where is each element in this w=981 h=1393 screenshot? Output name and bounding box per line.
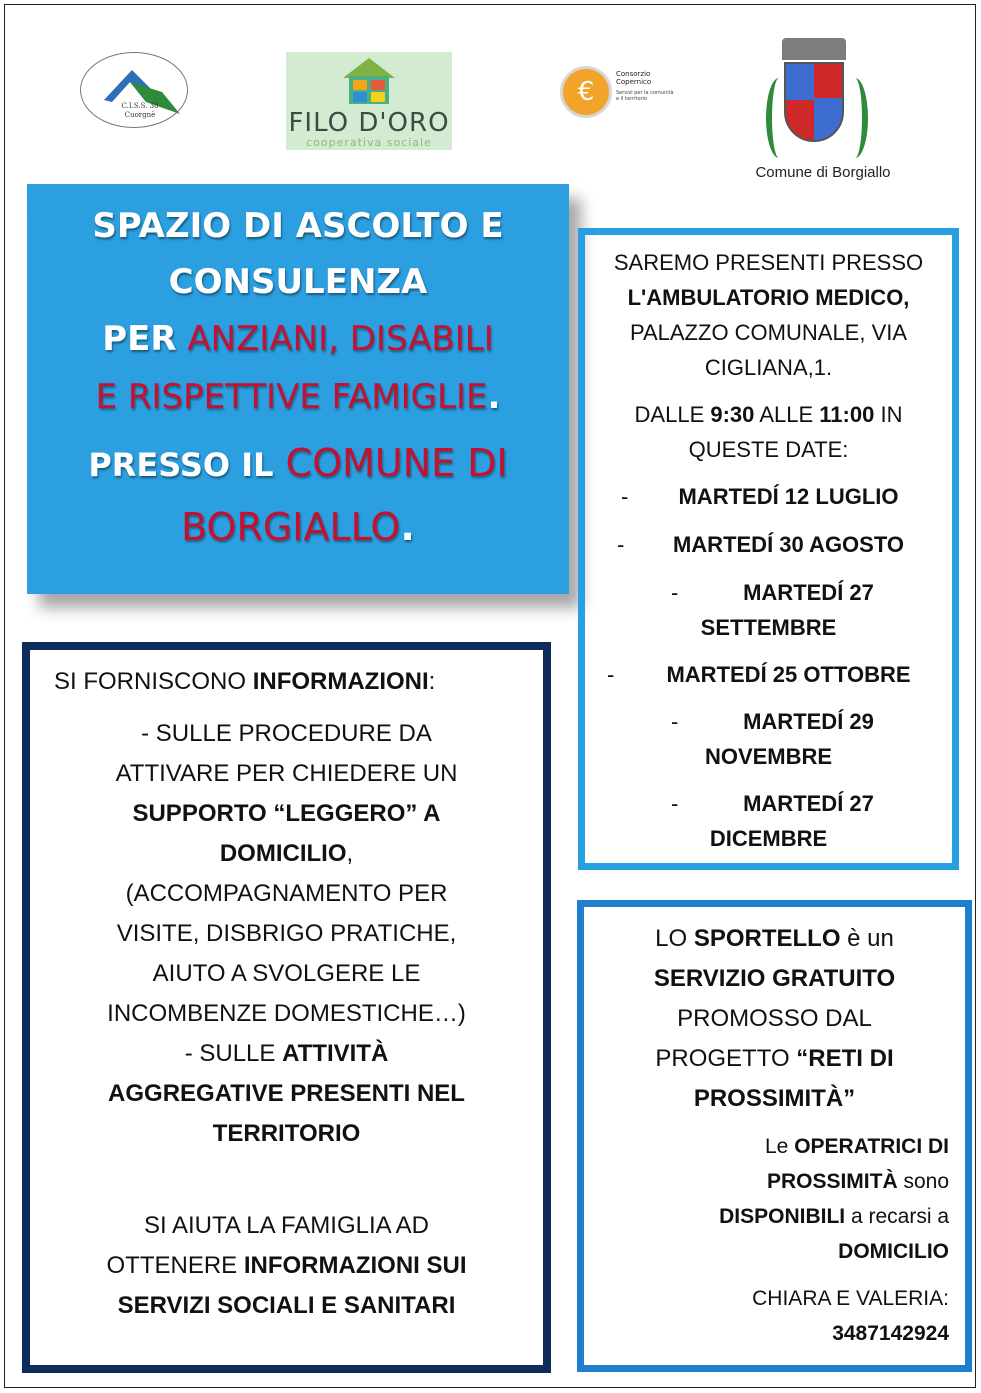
date-dash: -	[607, 662, 615, 687]
coat-of-arms-icon	[784, 62, 844, 142]
sportello-line-2: SERVIZIO GRATUITO	[653, 965, 896, 992]
schedule-dalle: DALLE	[634, 402, 705, 427]
title-target-line	[27, 310, 569, 368]
schedule-time-start: 9:30	[710, 402, 755, 427]
info-line-3: ATTIVARE PER CHIEDERE UN	[115, 760, 458, 787]
info-line-11: AGGREGATIVE PRESENTI NEL	[108, 1080, 465, 1107]
consorzio-text-1: Consorzio	[616, 70, 651, 78]
schedule-line-1: SAREMO PRESENTI PRESSO	[613, 250, 924, 275]
date-item-5	[585, 704, 952, 739]
date-5a: MARTEDÍ 29	[743, 709, 874, 734]
schedule-line-2: L'AMBULATORIO MEDICO,	[627, 285, 910, 310]
date-item-1	[585, 479, 952, 514]
schedule-alle: ALLE	[759, 402, 814, 427]
info-line-6: (ACCOMPAGNAMENTO PER	[125, 880, 448, 907]
schedule-hours	[585, 397, 952, 432]
title-famiglie: E RISPETTIVE FAMIGLIE	[95, 377, 488, 417]
schedule-line-3: PALAZZO COMUNALE, VIA	[629, 320, 908, 345]
title-famiglie-line	[27, 368, 569, 426]
date-dash: -	[621, 484, 629, 509]
info-informazioni: INFORMAZIONI	[252, 668, 429, 695]
title-presso: PRESSO IL	[88, 446, 274, 484]
date-4: MARTEDÍ 25 OTTOBRE	[666, 662, 911, 687]
date-dash: -	[671, 791, 679, 816]
date-3b: SETTEMBRE	[700, 615, 837, 640]
date-dash: -	[671, 709, 679, 734]
sportello-line-6: Le OPERATRICI DI	[765, 1135, 949, 1158]
date-item-6	[585, 786, 952, 821]
consorzio-text-2: Copernico	[616, 78, 652, 86]
sportello-line-5: PROSSIMITÀ”	[693, 1085, 856, 1112]
info-line-4: SUPPORTO “LEGGERO” A	[132, 800, 441, 827]
title-line-2: CONSULENZA	[168, 262, 428, 302]
ciss-logo	[80, 52, 190, 132]
schedule-line-4: CIGLIANA,1.	[704, 355, 833, 380]
filo-doro-logo	[286, 52, 452, 150]
info-line-13: SI AIUTA LA FAMIGLIA AD	[143, 1212, 429, 1239]
date-dash: -	[671, 580, 679, 605]
sportello-line-4: PROGETTO “RETI DI	[655, 1045, 894, 1072]
copernico-icon: €	[560, 66, 612, 118]
filo-doro-sub: cooperativa sociale	[306, 136, 432, 149]
title-borgiallo: BORGIALLO	[181, 505, 401, 549]
date-1: MARTEDÍ 12 LUGLIO	[678, 484, 899, 509]
title-anziani: ANZIANI, DISABILI	[187, 319, 494, 359]
date-item-4	[585, 657, 952, 692]
consorzio-copernico-logo	[560, 66, 674, 120]
sportello-line-8: DISPONIBILI a recarsi a	[719, 1205, 949, 1228]
house-icon	[339, 56, 399, 106]
info-line-14: OTTENERE INFORMAZIONI SUI	[106, 1252, 467, 1279]
sportello-line-1: LO SPORTELLO è un	[655, 925, 894, 952]
title-dot-1: .	[487, 377, 501, 417]
info-line-8: AIUTO A SVOLGERE LE	[152, 960, 421, 987]
sportello-line-3: PROMOSSO DAL	[677, 1005, 872, 1032]
info-line-2: - SULLE PROCEDURE DA	[141, 720, 432, 747]
title-borgiallo-line	[27, 496, 569, 558]
title-comune: COMUNE DI	[285, 441, 508, 485]
sportello-line-9: DOMICILIO	[838, 1240, 949, 1263]
info-line-9: INCOMBENZE DOMESTICHE…)	[107, 1000, 466, 1027]
title-box	[27, 184, 569, 594]
sportello-box	[577, 900, 972, 1372]
comune-borgiallo-logo	[748, 38, 898, 183]
info-line-7: VISITE, DISBRIGO PRATICHE,	[116, 920, 457, 947]
title-dot-2: .	[400, 505, 415, 549]
date-5b: NOVEMBRE	[704, 744, 833, 769]
crown-icon	[782, 38, 846, 60]
info-line-5: DOMICILIO,	[219, 840, 354, 867]
date-3a: MARTEDÍ 27	[743, 580, 874, 605]
sportello-line-7: PROSSIMITÀ sono	[766, 1170, 949, 1193]
schedule-box	[578, 228, 959, 870]
title-line-1: SPAZIO DI ASCOLTO E	[92, 206, 504, 246]
info-line-15: SERVIZI SOCIALI E SANITARI	[117, 1292, 456, 1319]
date-item-3	[585, 575, 952, 610]
schedule-time-end: 11:00	[819, 402, 875, 427]
info-line-1: SI FORNISCONO INFORMAZIONI:	[54, 668, 436, 695]
info-line-12: TERRITORIO	[212, 1120, 361, 1147]
info-line-10: - SULLE ATTIVITÀ	[184, 1040, 389, 1067]
info-box	[22, 642, 551, 1373]
schedule-queste: QUESTE DATE:	[688, 437, 849, 462]
ciss-text-1: C.I.S.S. 38	[121, 102, 159, 110]
schedule-in: IN	[880, 402, 903, 427]
sportello-contacts: CHIARA E VALERIA:	[752, 1287, 949, 1310]
date-6a: MARTEDÍ 27	[743, 791, 874, 816]
date-6b: DICEMBRE	[709, 826, 828, 851]
sportello-phone[interactable]: 3487142924	[832, 1322, 949, 1345]
comune-label: Comune di Borgiallo	[755, 164, 891, 181]
title-per: PER	[102, 319, 177, 359]
laurel-right-icon	[842, 78, 868, 158]
date-item-2	[585, 527, 952, 562]
date-dash: -	[617, 532, 625, 557]
ciss-text-2: Cuorgnè	[124, 111, 156, 119]
date-2: MARTEDÍ 30 AGOSTO	[672, 532, 905, 557]
title-presso-line	[27, 432, 569, 496]
filo-doro-name: FILO D'ORO	[288, 108, 450, 138]
consorzio-text-3: Servizi per la comunità e il territorio	[616, 90, 674, 102]
